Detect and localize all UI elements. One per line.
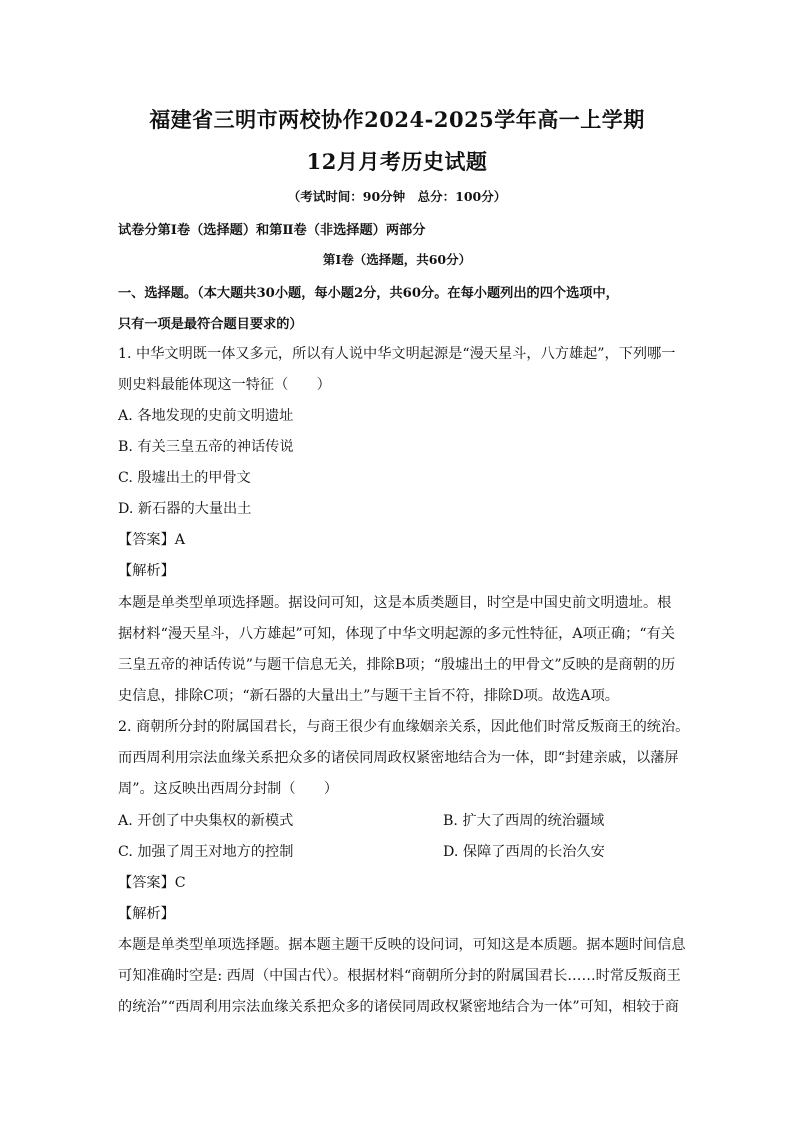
q1-option-a: A. 各地发现的史前文明遗址 bbox=[118, 408, 294, 424]
exam-title-line2: 12月月考历史试题 bbox=[306, 149, 488, 174]
exam-info: （考试时间：90分钟 总分：100分） bbox=[287, 189, 507, 204]
q1-analysis-label: 【解析】 bbox=[118, 563, 175, 579]
part1-heading: 第Ⅰ卷（选择题，共60分） bbox=[322, 252, 472, 267]
q2-stem-line1: 2. 商朝所分封的附属国君长，与商王很少有血缘姻亲关系，因此他们时常反叛商王的统治。 bbox=[118, 719, 690, 735]
q1-stem-line2: 则史料最能体现这一特征（ ） bbox=[118, 377, 331, 393]
q2-analysis-line2: 可知准确时空是: 西周（中国古代）。根据材料“商朝所分封的附属国君长……时常反叛商王 bbox=[118, 968, 681, 984]
q2-option-b: B. 扩大了西周的统治疆域 bbox=[443, 813, 605, 829]
q1-option-b: B. 有关三皇五帝的神话传说 bbox=[118, 439, 294, 455]
q2-stem-line2: 而西周利用宗法血缘关系把众多的诸侯同周政权紧密地结合为一体，即“封建亲戚，以藩屏 bbox=[118, 750, 679, 766]
section-instructions-line1: 一、选择题。（本大题共30小题，每小题2分，共60分。在每小题列出的四个选项中， bbox=[118, 286, 619, 301]
q1-answer: 【答案】A bbox=[118, 532, 185, 548]
q1-analysis-line4: 史信息，排除C项；“新石器的大量出土”与题干主旨不符，排除D项。故选A项。 bbox=[118, 688, 619, 704]
q2-analysis-label: 【解析】 bbox=[118, 906, 175, 922]
q1-stem-line1: 1. 中华文明既一体又多元，所以有人说中华文明起源是“漫天星斗，八方雄起”，下列哪一 bbox=[118, 346, 676, 362]
section-instructions-line2: 只有一项是最符合题目要求的） bbox=[118, 317, 303, 332]
q1-option-c: C. 殷墟出土的甲骨文 bbox=[118, 470, 251, 486]
q2-analysis-line3: 的统治”“西周利用宗法血缘关系把众多的诸侯同周政权紧密地结合为一体”可知，相较于商 bbox=[118, 999, 679, 1015]
exam-title-line1: 福建省三明市两校协作2024-2025学年高一上学期 bbox=[149, 107, 645, 132]
q1-option-d: D. 新石器的大量出土 bbox=[118, 501, 252, 517]
q2-stem-line3: 周”。这反映出西周分封制（ ） bbox=[118, 781, 339, 797]
q2-option-a: A. 开创了中央集权的新模式 bbox=[118, 813, 294, 829]
q2-option-c: C. 加强了周王对地方的控制 bbox=[118, 844, 294, 860]
q2-option-d: D. 保障了西周的长治久安 bbox=[443, 844, 605, 860]
q1-analysis-line3: 三皇五帝的神话传说”与题干信息无关，排除B项；“殷墟出土的甲骨文”反映的是商朝的历 bbox=[118, 657, 676, 673]
q1-analysis-line1: 本题是单类型单项选择题。据设问可知，这是本质类题目，时空是中国史前文明遗址。根 bbox=[118, 595, 672, 611]
q2-analysis-line1: 本题是单类型单项选择题。据本题主题干反映的设问词，可知这是本质题。据本题时间信息 bbox=[118, 937, 686, 953]
q1-analysis-line2: 据材料“漫天星斗，八方雄起”可知，体现了中华文明起源的多元性特征，A项正确；“有关 bbox=[118, 626, 675, 642]
q2-answer: 【答案】C bbox=[118, 875, 186, 891]
structure-note: 试卷分第Ⅰ卷（选择题）和第Ⅱ卷（非选择题）两部分 bbox=[118, 223, 426, 238]
